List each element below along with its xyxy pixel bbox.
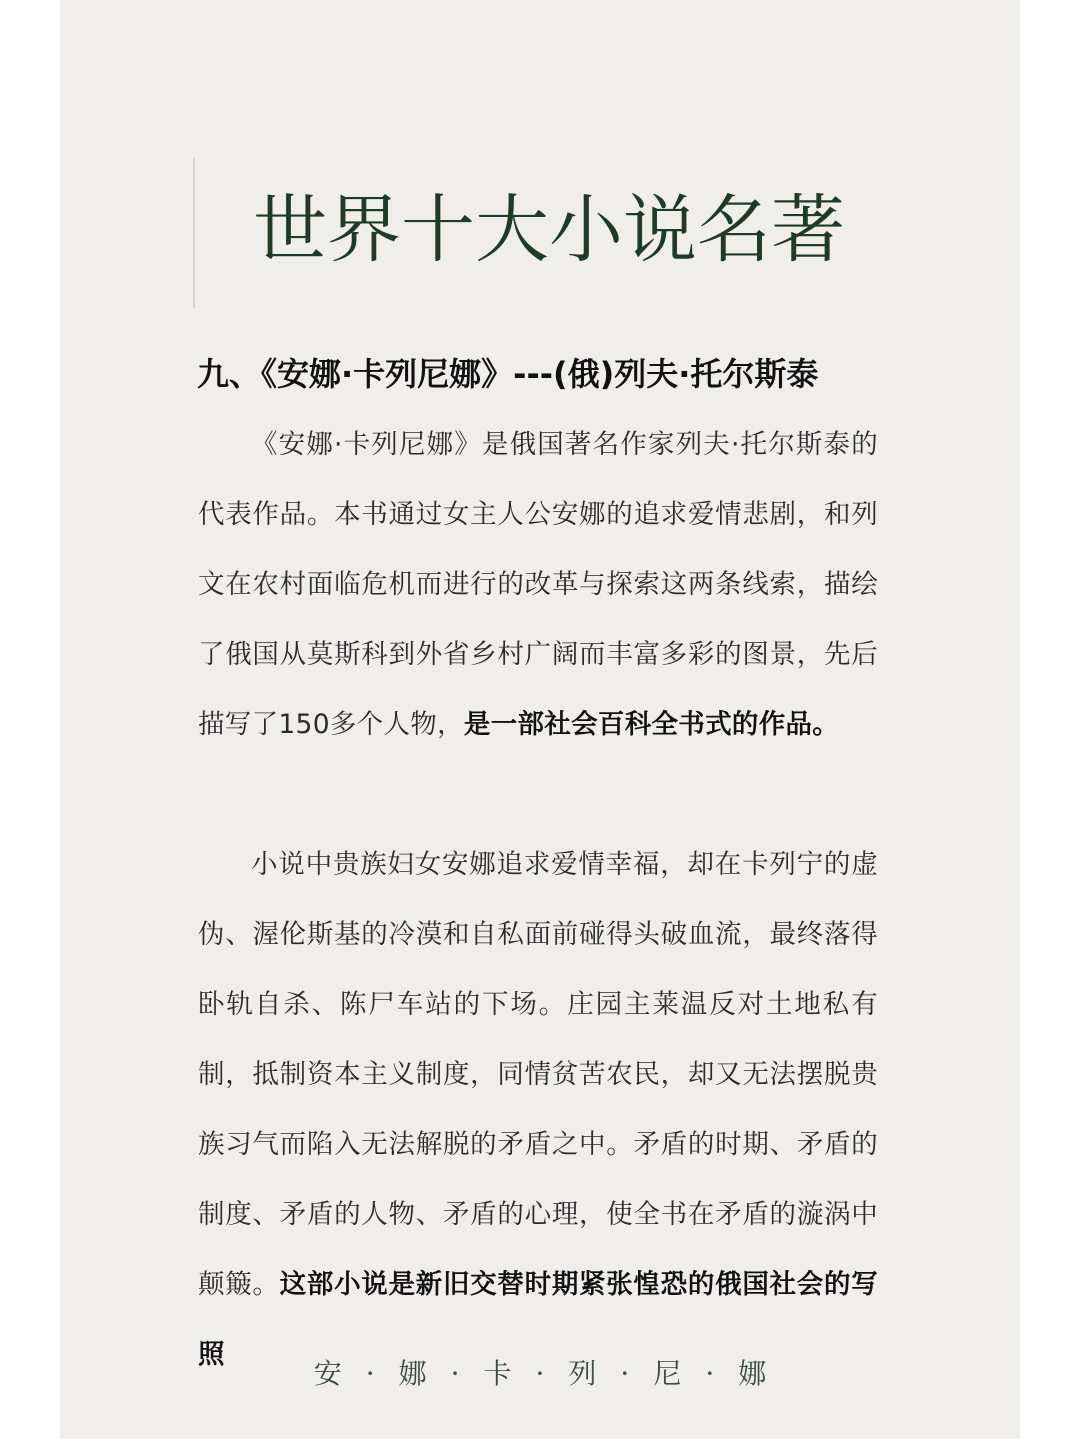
paragraph-summary-text: 小说中贵族妇女安娜追求爱情幸福，却在卡列宁的虚伪、渥伦斯基的冷漠和自私面前碰得头破血流，最终落得卧轨自杀、陈尸车站的下场。庄园主莱温反对土地私有制，抵制资本主义制度，同情贫苦农民，却又无法摆脱贵族习气而陷入无法解脱的矛盾之中。矛盾的时期、矛盾的制度、矛盾的人物、矛盾的心理，使全书在矛盾的漩涡中颠簸。 (198, 849, 878, 1300)
title-divider (193, 158, 195, 308)
paragraph-intro (198, 410, 878, 760)
paragraph-intro-bold: 是一部社会百科全书式的作品。 (463, 709, 840, 740)
paragraph-intro-text: 《安娜·卡列尼娜》是俄国著名作家列夫·托尔斯泰的代表作品。本书通过女主人公安娜的追求爱情悲剧，和列文在农村面临危机而进行的改革与探索这两条线索，描绘了俄国从莫斯科到外省乡村广阔而丰富多彩的图景，先后描写了150多个人物， (198, 429, 878, 740)
page-title: 世界十大小说名著 (253, 187, 845, 273)
section-heading: 九、《安娜·卡列尼娜》---(俄)列夫·托尔斯泰 (197, 355, 819, 393)
paragraph-summary-bold: 这部小说是新旧交替时期紧张惶恐的俄国社会的写照 (198, 1269, 878, 1370)
paragraph-summary (198, 830, 878, 1390)
footer-caption: 安·娜·卡·列·尼·娜 (313, 1357, 791, 1390)
